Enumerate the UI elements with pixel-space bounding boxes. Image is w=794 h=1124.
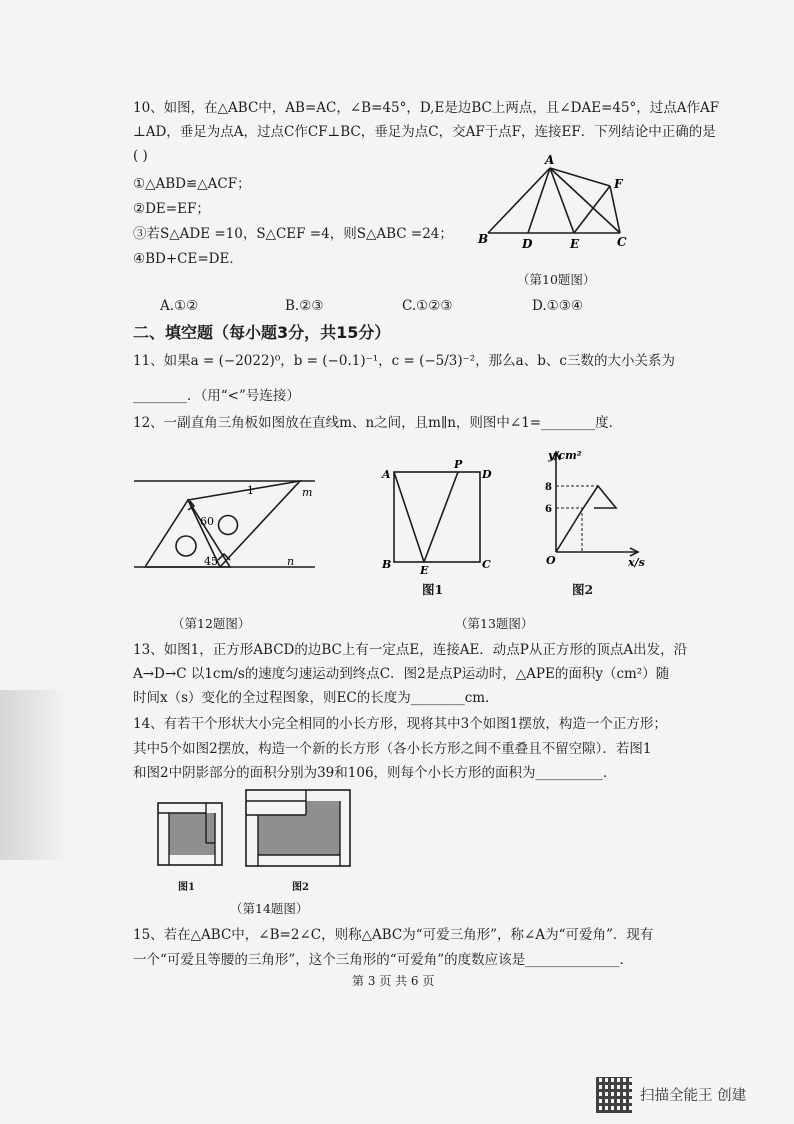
section-heading: 二、填空题（每小题3分，共15分） [133,323,391,342]
q12-text: 12、一副直角三角板如图放在直线m、n之间，且m∥n，则图中∠1=________度． [133,415,623,431]
q12-angle-60-label: 60 [200,515,214,528]
q10-label-E: E [570,237,580,251]
q11-line1: 11、如果a = (−2022)⁰，b = (−0.1)⁻¹，c = (−5/3)⁻²，那么a、b、c三数的大小关系为 [133,353,675,369]
q12-angle-1-label: 1 [247,484,254,497]
scan-shadow [0,690,70,860]
q10-figure-caption: （第10题图） [517,272,596,287]
q10-label-D: D [522,237,533,251]
q14-line2: 其中5个如图2摆放，构造一个新的长方形（各小长方形之间不重叠且不留空隙）．若图1 [133,741,652,757]
q14-line1: 14、有若干个形状大小完全相同的小长方形，现将其中3个如图1摆放，构造一个正方形； [133,716,667,732]
q11-line2: ________．（用“<”号连接） [133,388,300,404]
q10-conclusion-3: ③若S△ADE =10，S△CEF =4，则S△ABC =24； [133,226,453,242]
q13-fig1-label-P: P [454,458,463,471]
q10-triangle-figure [470,150,640,255]
q13-fig2-tick-6: 6 [545,504,552,515]
q13-fig1-label-E: E [420,564,429,576]
q10-conclusion-1: ①△ABD≌△ACF； [133,176,251,192]
q13-fig1-label-D: D [482,468,492,481]
q10-line1: 10、如图，在△ABC中，AB=AC，∠B=45°，D,E是边BC上两点，且∠DAE=45°，过点A作AF [133,100,720,116]
q12-line-n-label: n [287,555,295,568]
q14-line3: 和图2中阴影部分的面积分别为39和106，则每个小长方形的面积为__________． [133,765,617,781]
q10-line2: ⊥AD，垂足为点A，过点C作CF⊥BC，垂足为点C，交AF于点F，连接EF．下列结论中正确的是 [133,124,716,140]
q13-line1: 13、如图1，正方形ABCD的边BC上有一定点E，连接AE．动点P从正方形的顶点A出发，沿 [133,642,688,658]
q14-fig2-caption: 图2 [292,882,309,893]
q13-fig1-label-B: B [382,558,392,571]
q13-fig1-label-C: C [482,558,491,571]
q13-fig1-label-A: A [382,468,391,481]
qr-code-icon [596,1077,632,1113]
q13-fig2-origin: O [546,554,556,567]
q13-figure-caption: （第13题图） [455,616,534,631]
q13-line2: A→D→C 以1cm/s的速度匀速运动到终点C．图2是点P运动时，△APE的面积y（cm²）随 [133,666,670,682]
q10-answer-paren: ( ) [133,148,148,164]
q10-conclusion-4: ④BD+CE=DE． [133,251,243,267]
q14-rectangles-figure [150,785,360,883]
q10-option-b: B.②③ [285,298,324,314]
q13-line3: 时间x（s）变化的全过程图象，则EC的长度为________cm． [133,690,499,706]
q12-set-square-figure [130,470,325,576]
q10-conclusion-2: ②DE=EF； [133,201,210,217]
q10-option-a: A.①② [160,298,199,314]
q15-line2: 一个“可爱且等腰的三角形”，这个三角形的“可爱角”的度数应该是______________． [133,952,634,968]
q13-fig1-caption: 图1 [422,582,444,597]
scanner-watermark: 扫描全能王 创建 [640,1088,747,1104]
q13-fig2-x-axis-label: x/s [628,556,645,569]
q14-figure-caption: （第14题图） [230,901,309,916]
page-footer: 第 3 页 共 6 页 [352,974,435,988]
q10-label-C: C [617,235,627,249]
q13-fig2-caption: 图2 [572,582,594,597]
q12-figure-caption: （第12题图） [172,616,251,631]
q10-option-c: C.①②③ [402,298,453,314]
q12-line-m-label: m [302,486,313,499]
q10-label-B: B [478,232,489,246]
q13-area-graph [530,440,648,572]
q10-option-d: D.①③④ [532,298,583,314]
q13-fig2-tick-8: 8 [545,482,552,493]
q15-line1: 15、若在△ABC中，∠B=2∠C，则称△ABC为“可爱三角形”，称∠A为“可爱角”．现有 [133,927,654,943]
q12-angle-45-label: 45 [204,555,218,568]
q10-label-A: A [545,153,555,167]
q14-fig1-caption: 图1 [178,882,195,893]
q10-label-F: F [614,177,623,191]
q13-fig2-y-axis-label: y/cm² [548,449,582,462]
q13-square-figure [378,458,496,576]
